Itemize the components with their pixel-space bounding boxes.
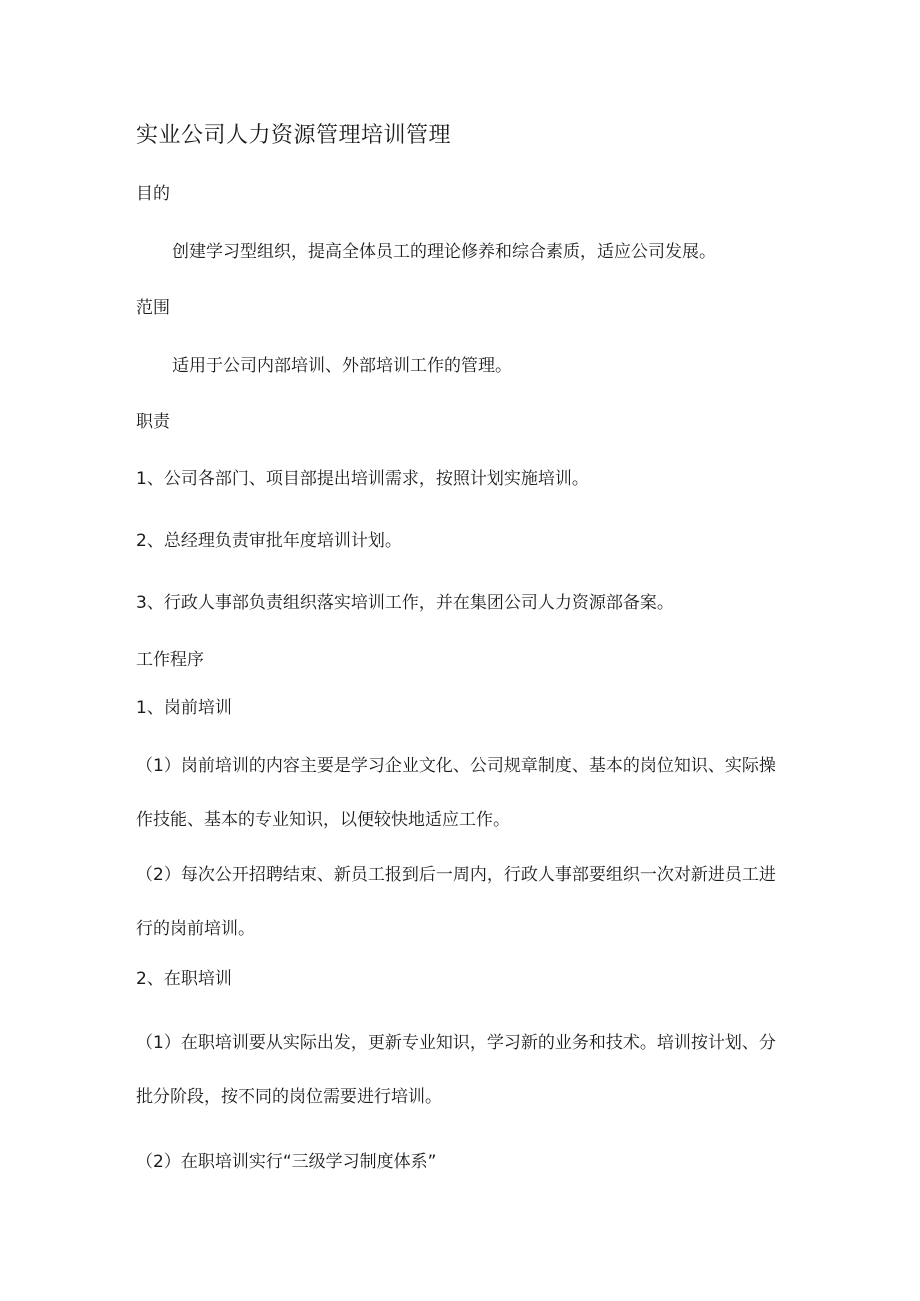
section-heading-purpose: 目的 xyxy=(136,184,170,204)
pre-job-item-2: （2）每次公开招聘结束、新员工报到后一周内，行政人事部要组织一次对新进员工进行的岗前培训。 xyxy=(136,865,776,939)
subheading-on-job-training: 2、在职培训 xyxy=(136,969,232,989)
duty-item: 1、公司各部门、项目部提出培训需求，按照计划实施培训。 xyxy=(136,469,589,489)
section-heading-scope: 范围 xyxy=(136,298,170,318)
scope-text: 适用于公司内部培训、外部培训工作的管理。 xyxy=(172,356,512,376)
pre-job-item-1: （1）岗前培训的内容主要是学习企业文化、公司规章制度、基本的岗位知识、实际操作技能、基本的专业知识，以便较快地适应工作。 xyxy=(136,756,776,830)
subheading-pre-job-training: 1、岗前培训 xyxy=(136,698,232,718)
document-title: 实业公司人力资源管理培训管理 xyxy=(136,123,452,148)
purpose-text: 创建学习型组织，提高全体员工的理论修养和综合素质，适应公司发展。 xyxy=(172,242,716,262)
duty-item: 3、行政人事部负责组织落实培训工作，并在集团公司人力资源部备案。 xyxy=(136,593,674,613)
on-job-item-1: （1）在职培训要从实际出发，更新专业知识，学习新的业务和技术。培训按计划、分批分阶段，按不同的岗位需要进行培训。 xyxy=(136,1033,776,1107)
on-job-item-2: （2）在职培训实行“三级学习制度体系” xyxy=(136,1152,437,1172)
section-heading-duties: 职责 xyxy=(136,412,170,432)
duty-item: 2、总经理负责审批年度培训计划。 xyxy=(136,531,402,551)
section-heading-procedure: 工作程序 xyxy=(136,650,204,670)
